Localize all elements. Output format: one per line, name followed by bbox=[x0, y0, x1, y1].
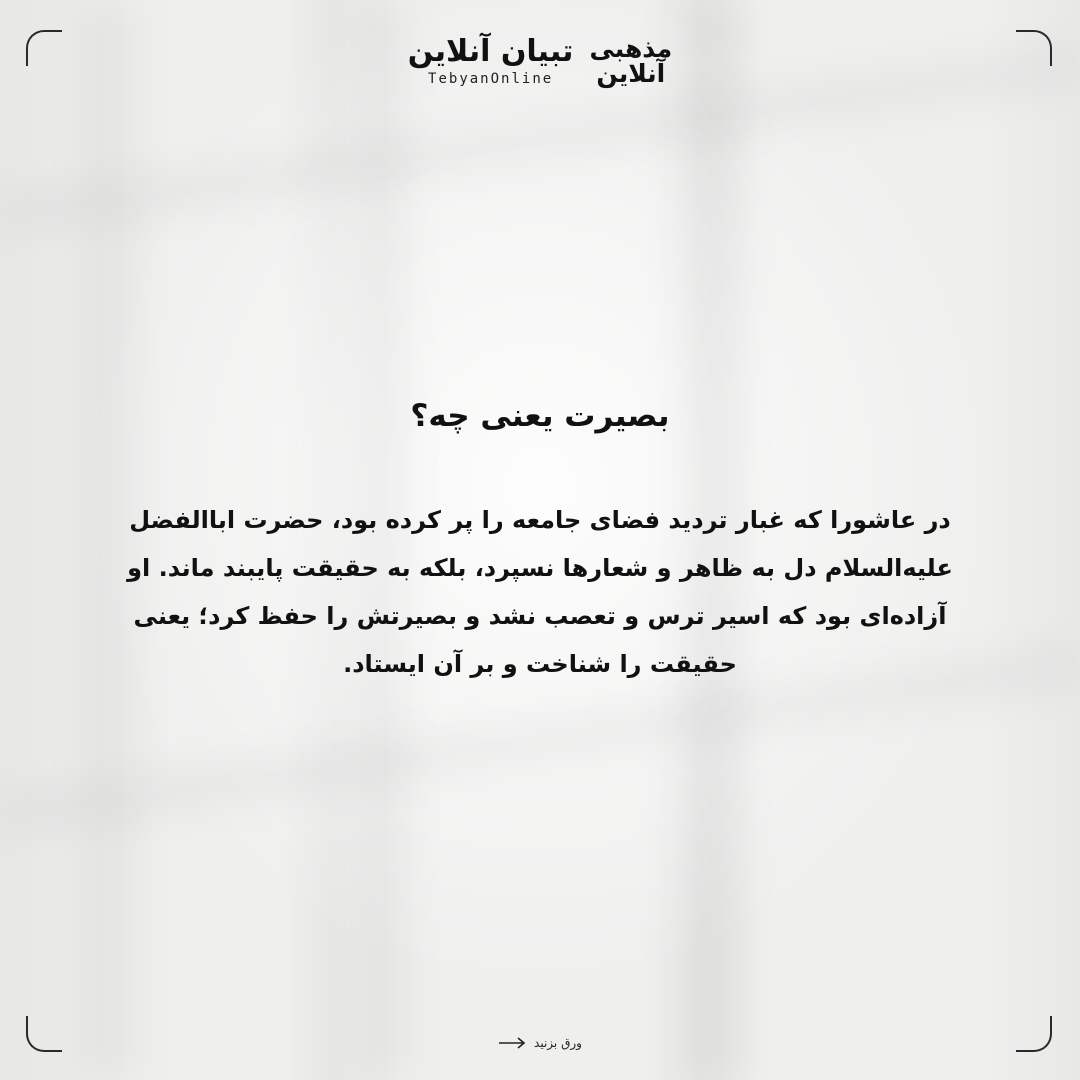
arrow-right-icon bbox=[498, 1036, 526, 1050]
brand-wordmark bbox=[408, 36, 574, 87]
swipe-hint[interactable] bbox=[0, 1036, 1080, 1050]
section-label-line1: مذهبی bbox=[589, 34, 673, 64]
section-label bbox=[589, 34, 673, 89]
page-title: بصیرت یعنی چه؟ bbox=[410, 398, 670, 434]
brand-name-en: TebyanOnline bbox=[428, 70, 554, 87]
swipe-label: ورق بزنید bbox=[534, 1036, 582, 1050]
brand-logo bbox=[0, 36, 1080, 87]
brand-name-fa: تبیان آنلاین bbox=[407, 34, 574, 69]
section-label-line2: آنلاین bbox=[596, 59, 666, 89]
body-paragraph: در عاشورا که غبار تردید فضای جامعه را پر کرده بود، حضرت اباالفضل علیه‌السلام دل به ظاهر و شعارها نسپرد، بلکه به حقیقت پایبند ماند. او آزاده‌ای بود که اسیر ترس و تعصب نشد و بصیرتش را حفظ کرد؛ یعنی حقیقت را شناخت و بر آن ایستاد. bbox=[127, 506, 953, 678]
